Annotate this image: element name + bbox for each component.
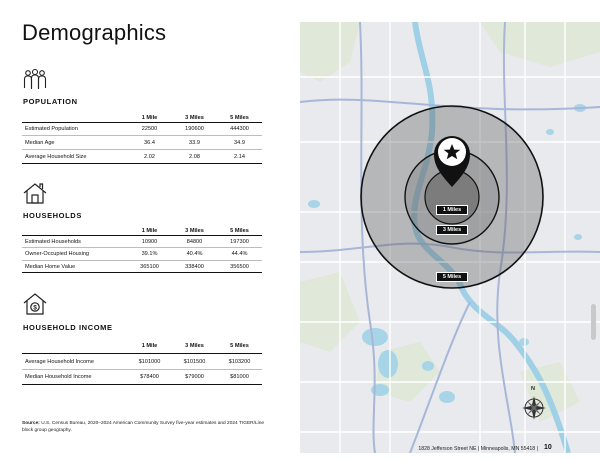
column-header: 1 Mile xyxy=(141,114,158,121)
scrollbar-thumb[interactable] xyxy=(591,304,596,340)
map-canvas xyxy=(300,22,600,453)
compass-north-label: N xyxy=(531,386,535,392)
table-row: Median Age 36.4 33.9 34.9 xyxy=(22,136,262,150)
households-table xyxy=(22,226,262,273)
population-table xyxy=(22,113,262,164)
table-row: Estimated Population 22500 190600 444300 xyxy=(22,123,262,136)
table-row: Average Household Size 2.02 2.08 2.14 xyxy=(22,150,262,164)
source-note: Source: U.S. Census Bureau, 2020–2024 American Community Survey five-year estimates and 2024 TIGER/Line block group geography. xyxy=(22,421,265,433)
house-icon xyxy=(22,181,48,205)
people-icon xyxy=(22,68,48,92)
income-table xyxy=(22,338,262,385)
ring-label-3-miles: 3 Miles xyxy=(436,225,468,235)
table-header xyxy=(22,113,262,123)
table-row: Average Household Income $101000 $101500 $103200 xyxy=(22,354,262,370)
population-heading: POPULATION xyxy=(23,97,78,106)
table-header: 1 Mile 3 Miles 5 Miles xyxy=(22,226,262,236)
ring-label-5-miles: 5 Miles xyxy=(436,272,468,282)
page-title: Demographics xyxy=(22,20,167,45)
column-header: 3 Miles xyxy=(185,114,204,121)
money-house-icon xyxy=(22,292,48,316)
table-row: Median Home Value 365100 338400 356500 xyxy=(22,261,262,273)
table-row: Median Household Income $78400 $79000 $81000 xyxy=(22,370,262,385)
column-header: 5 Miles xyxy=(230,114,249,121)
table-row: Estimated Households 10900 84800 197300 xyxy=(22,236,262,248)
households-heading: HOUSEHOLDS xyxy=(23,211,82,220)
svg-text:$: $ xyxy=(33,304,37,312)
table-row: Owner-Occupied Housing 39.1% 40.4% 44.4% xyxy=(22,248,262,261)
table-header: 1 Mile 3 Miles 5 Miles xyxy=(22,338,262,354)
ring-label-1-mile: 1 Miles xyxy=(436,205,468,215)
radius-map xyxy=(300,22,600,453)
footer-address: 1828 Jefferson Street NE | Minneapolis, MN 55418 | xyxy=(418,446,538,452)
income-heading: HOUSEHOLD INCOME xyxy=(23,323,113,332)
page-number: 10 xyxy=(544,444,552,451)
